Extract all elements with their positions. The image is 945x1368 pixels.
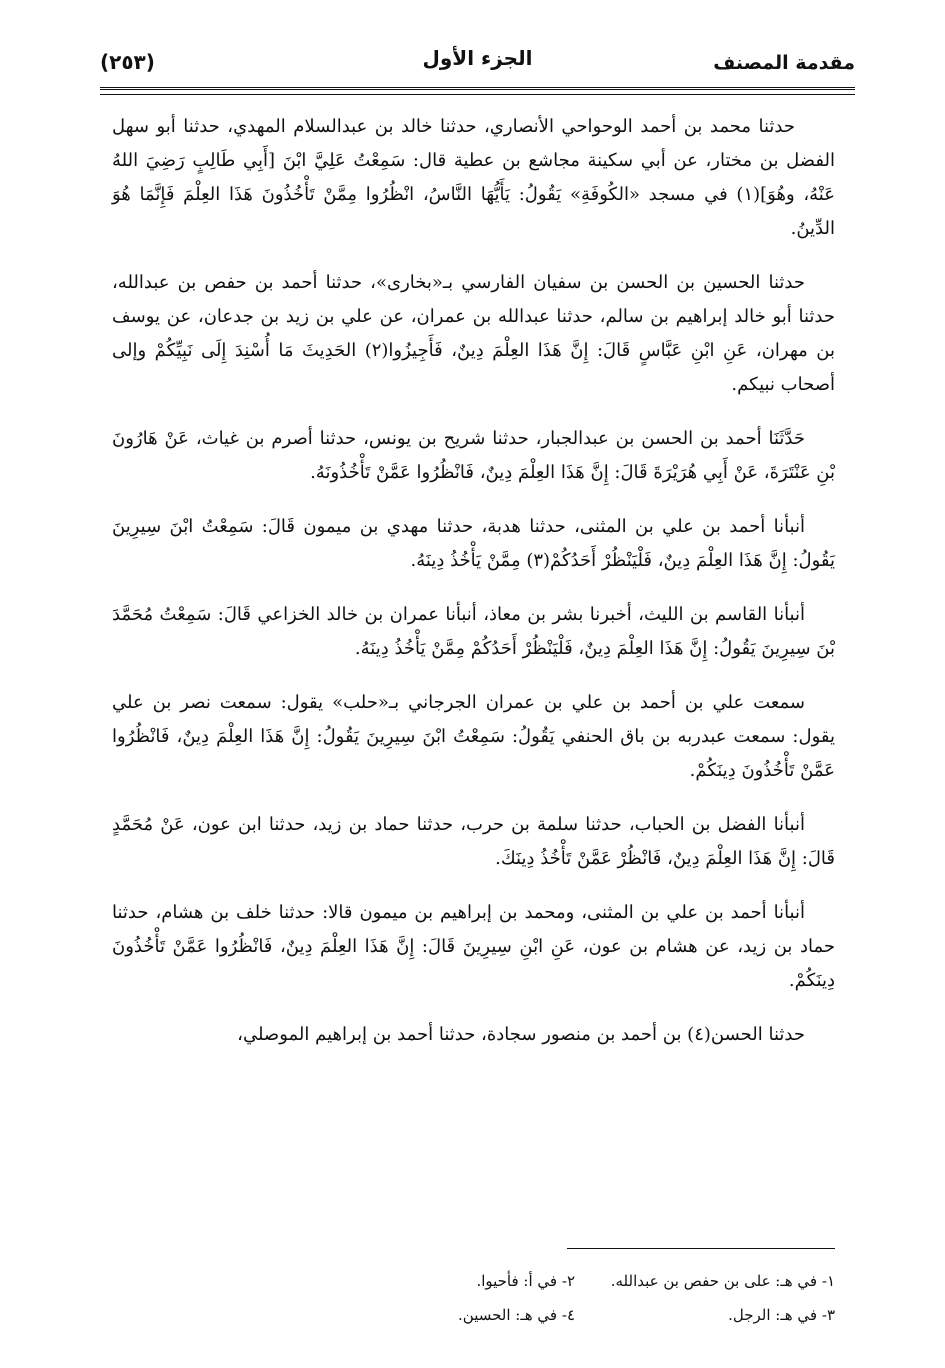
footnote-rule <box>567 1248 835 1249</box>
paragraph: أنبأنا أحمد بن علي بن المثنى، ومحمد بن إبراهيم بن ميمون قالا: حدثنا خلف بن هشام، حدثنا حماد بن زيد، عن هشام بن عون، عَنِ ابْنِ سِيرِينَ قَالَ: إِنَّ هَذَا العِلْمَ دِينٌ، فَانْظُرُوا عَمَّنْ تَأْخُذُونَ دِينَكُمْ. <box>112 902 835 991</box>
header-rule <box>100 87 855 95</box>
paragraph: حدثنا الحسن(٤) بن أحمد بن منصور سجادة، حدثنا أحمد بن إبراهيم الموصلي، <box>237 1024 805 1045</box>
footnote-3: ٣- في هـ: الرجل. <box>728 1306 835 1324</box>
footnote-row <box>300 1298 835 1332</box>
volume-title: الجزء الأول <box>422 46 533 70</box>
paragraph: سمعت علي بن أحمد بن علي بن عمران الجرجاني بـ«حلب» يقول: سمعت نصر بن علي يقول: سمعت عبدربه بن باق الحنفي يَقُولُ: سَمِعْتُ ابْنَ سِيرِينَ يَقُولُ: إِنَّ هَذَا العِلْمَ دِينٌ، فَانْظُرُوا عَمَّنْ تَأْخُذُونَ دِينَكُمْ. <box>112 692 835 781</box>
paragraph: أنبأنا القاسم بن الليث، أخبرنا بشر بن معاذ، أنبأنا عمران بن خالد الخزاعي قَالَ: سَمِعْتُ مُحَمَّدَ بْنَ سِيرِينَ يَقُولُ: إِنَّ هَذَا العِلْمَ دِينٌ، فَلْيَنْظُرْ أَحَدُكُمْ مِمَّنْ يَأْخُذُ دِينَهُ. <box>112 604 835 659</box>
paragraph: أنبأنا أحمد بن علي بن المثنى، حدثنا هدبة، حدثنا مهدي بن ميمون قَالَ: سَمِعْتُ ابْنَ سِيرِينَ يَقُولُ: إِنَّ هَذَا العِلْمَ دِينٌ، فَلْيَنْظُرْ أَحَدُكُمْ(٣) مِمَّنْ يَأْخُذُ دِينَهُ. <box>112 516 835 571</box>
paragraph: حدثنا محمد بن أحمد الوحواحي الأنصاري، حدثنا خالد بن عبدالسلام المهدي، حدثنا أبو سهل الفضل بن مختار، عن أبي سكينة مجاشع بن عطية قال: سَمِعْتُ عَلِيَّ ابْنَ [أَبِي طَالِبٍ رَضِيَ اللهُ عَنْهُ، وهُوَ](١) في مسجد «الكُوفَةِ» يَقُولُ: يَأَيُّهَا النَّاسُ، انْظُرُوا مِمَّنْ تَأْخُذُونَ هَذَا العِلْمَ فَإِنَّمَا هُوَ الدِّينُ. <box>112 116 835 239</box>
footnote-4: ٤- في هـ: الحسين. <box>458 1306 575 1324</box>
book-section-title: مقدمة المصنف <box>713 52 855 74</box>
running-header <box>100 40 855 88</box>
paragraph: حدثنا الحسين بن الحسن بن سفيان الفارسي بـ«بخارى»، حدثنا أحمد بن حفص بن عبدالله، حدثنا أبو خالد إبراهيم بن سالم، حدثنا عبدالله بن عمران، عن علي بن زيد بن جدعان، عن يوسف بن مهران، عَنِ ابْنِ عَبَّاسٍ قَالَ: إِنَّ هَذَا العِلْمَ دِينٌ، فَأَجِيزُوا(٢) الحَدِيثَ مَا أُسْنِدَ إِلَى نَبِيِّكُمْ وإلى أصحاب نبيكم. <box>112 272 835 395</box>
footnote-row <box>300 1264 835 1298</box>
page-number: (٢٥٣) <box>100 50 155 74</box>
paragraph: حَدَّثَنَا أحمد بن الحسن بن عبدالجبار، حدثنا شريح بن يونس، حدثنا أصرم بن غياث، عَنْ هَارُونَ بْنِ عَنْتَرَةَ، عَنْ أَبِي هُرَيْرَةَ قَالَ: إِنَّ هَذَا العِلْمَ دِينٌ، فَانْظُرُوا عَمَّنْ تَأْخُذُونَهُ. <box>112 428 835 483</box>
paragraph: أنبأنا الفضل بن الحباب، حدثنا سلمة بن حرب، حدثنا حماد بن زيد، حدثنا ابن عون، عَنْ مُحَمَّدٍ قَالَ: إِنَّ هَذَا العِلْمَ دِينٌ، فَانْظُرْ عَمَّنْ تَأْخُذُ دِينَكَ. <box>112 814 835 869</box>
footnote-2: ٢- في أ: فأحيوا. <box>476 1272 575 1290</box>
footnote-1: ١- في هـ: على بن حفص بن عبدالله. <box>610 1272 835 1290</box>
footnotes <box>300 1264 835 1332</box>
main-text <box>112 110 835 1072</box>
